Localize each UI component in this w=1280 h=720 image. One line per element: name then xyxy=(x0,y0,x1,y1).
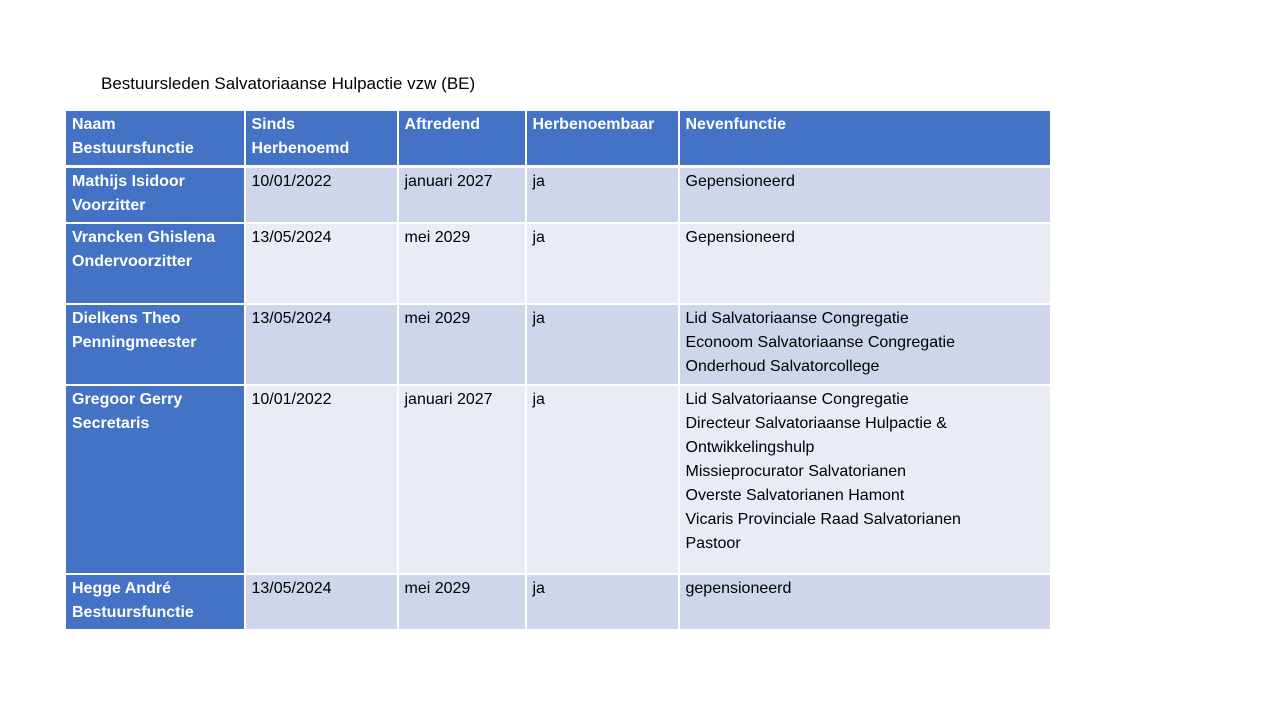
table-row xyxy=(66,385,1051,574)
side-functions-cell: Gepensioneerd xyxy=(679,167,1051,224)
retiring-cell: mei 2029 xyxy=(398,574,526,630)
slide-title: Bestuursleden Salvatoriaanse Hulpactie vzw (BE) xyxy=(101,74,476,93)
reappointable-cell: ja xyxy=(526,167,679,224)
table-row xyxy=(66,304,1051,385)
member-function: Secretaris xyxy=(72,415,150,432)
since-cell: 13/05/2024 xyxy=(245,574,398,630)
member-name-cell xyxy=(66,385,245,574)
board-members-table xyxy=(65,110,1052,631)
reappointable-cell: ja xyxy=(526,223,679,304)
since-cell: 10/01/2022 xyxy=(245,167,398,224)
member-function: Voorzitter xyxy=(72,197,146,214)
retiring-cell: januari 2027 xyxy=(398,385,526,574)
member-name: Vrancken Ghislena xyxy=(72,229,216,246)
member-name-cell xyxy=(66,167,245,224)
header-side-functions: Nevenfunctie xyxy=(679,111,1051,167)
side-functions-cell: Gepensioneerd xyxy=(679,223,1051,304)
side-functions-cell: gepensioneerd xyxy=(679,574,1051,630)
since-cell: 13/05/2024 xyxy=(245,304,398,385)
retiring-cell: mei 2029 xyxy=(398,304,526,385)
retiring-cell: januari 2027 xyxy=(398,167,526,224)
since-cell: 10/01/2022 xyxy=(245,385,398,574)
table-row xyxy=(66,574,1051,630)
member-name-cell xyxy=(66,574,245,630)
member-name: Dielkens Theo xyxy=(72,310,181,327)
side-functions-cell: Lid Salvatoriaanse Congregatie Directeur Salvatoriaanse Hulpactie & Ontwikkelingshulp Missieprocurator Salvatorianen Overste Salvatorianen Hamont Vicaris Provinciale Raad Salvatorianen Pastoor xyxy=(679,385,1051,574)
member-function: Ondervoorzitter xyxy=(72,253,193,270)
member-name: Gregoor Gerry xyxy=(72,391,183,408)
reappointable-cell: ja xyxy=(526,304,679,385)
retiring-cell: mei 2029 xyxy=(398,223,526,304)
table-header-row xyxy=(66,111,1051,167)
table-row xyxy=(66,167,1051,224)
header-retiring: Aftredend xyxy=(398,111,526,167)
member-name: Hegge André xyxy=(72,580,171,597)
member-name-cell xyxy=(66,304,245,385)
table-row xyxy=(66,223,1051,304)
since-cell: 13/05/2024 xyxy=(245,223,398,304)
member-function: Penningmeester xyxy=(72,334,197,351)
header-name: Naam Bestuursfunctie xyxy=(66,111,245,167)
member-name: Mathijs Isidoor xyxy=(72,173,185,190)
header-since: Sinds Herbenoemd xyxy=(245,111,398,167)
member-name-cell xyxy=(66,223,245,304)
reappointable-cell: ja xyxy=(526,385,679,574)
side-functions-cell: Lid Salvatoriaanse Congregatie Econoom Salvatoriaanse Congregatie Onderhoud Salvatorcollege xyxy=(679,304,1051,385)
member-function: Bestuursfunctie xyxy=(72,604,194,621)
reappointable-cell: ja xyxy=(526,574,679,630)
header-reappointable: Herbenoembaar xyxy=(526,111,679,167)
